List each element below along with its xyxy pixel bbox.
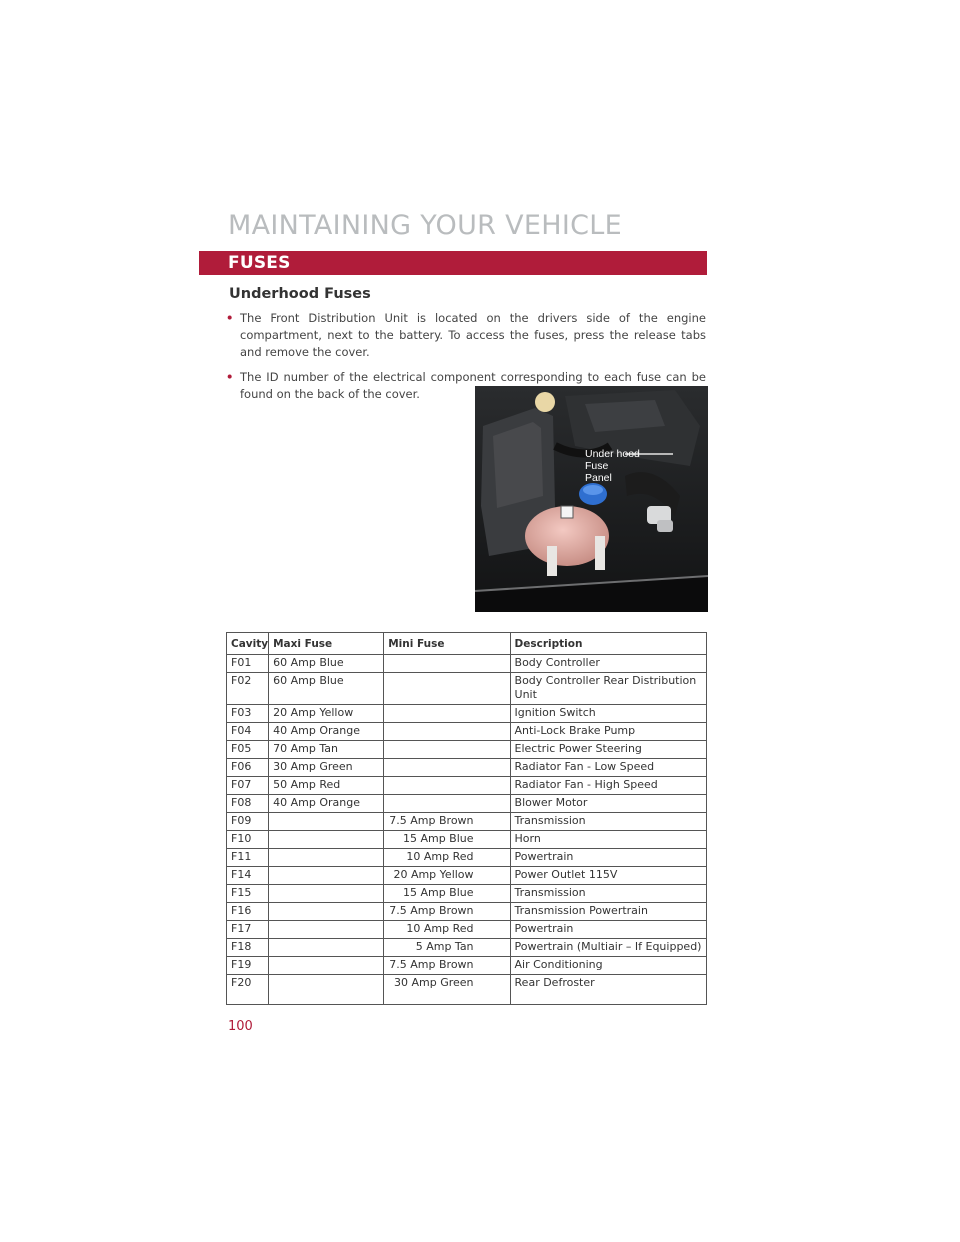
cell-maxi-fuse	[269, 957, 384, 975]
callout-line1: Under hood	[585, 448, 640, 460]
cell-description: Transmission	[510, 885, 706, 903]
cell-maxi-fuse	[269, 921, 384, 939]
bullet-icon: •	[226, 311, 234, 325]
cell-cavity: F04	[227, 723, 269, 741]
cell-description: Radiator Fan - High Speed	[510, 777, 706, 795]
table-row	[227, 759, 707, 777]
table-row	[227, 849, 707, 867]
cell-mini-fuse: 10 Amp Red	[384, 849, 510, 867]
chapter-title: MAINTAINING YOUR VEHICLE	[228, 210, 622, 241]
cell-maxi-fuse	[269, 939, 384, 957]
cell-mini-fuse: 7.5 Amp Brown	[384, 903, 510, 921]
cell-maxi-fuse	[269, 885, 384, 903]
bullet-item	[226, 310, 706, 361]
callout-line3: Panel	[585, 472, 612, 484]
header-description: Description	[510, 633, 706, 655]
table-row	[227, 813, 707, 831]
table-row	[227, 777, 707, 795]
cell-cavity: F03	[227, 705, 269, 723]
cell-mini-fuse: 7.5 Amp Brown	[384, 957, 510, 975]
table-header-row	[227, 633, 707, 655]
page-number: 100	[228, 1019, 253, 1034]
header-maxi-fuse: Maxi Fuse	[269, 633, 384, 655]
cell-description: Transmission	[510, 813, 706, 831]
cell-cavity: F17	[227, 921, 269, 939]
cell-cavity: F02	[227, 673, 269, 705]
cell-cavity: F19	[227, 957, 269, 975]
table-row	[227, 921, 707, 939]
table-row	[227, 741, 707, 759]
cell-cavity: F05	[227, 741, 269, 759]
cell-maxi-fuse	[269, 849, 384, 867]
cell-description: Rear Defroster	[510, 975, 706, 1005]
cell-maxi-fuse: 20 Amp Yellow	[269, 705, 384, 723]
cell-description: Radiator Fan - Low Speed	[510, 759, 706, 777]
table-row	[227, 975, 707, 1005]
section-header-bar	[199, 251, 707, 275]
table-body	[227, 655, 707, 1005]
cell-cavity: F01	[227, 655, 269, 673]
cell-cavity: F15	[227, 885, 269, 903]
cell-description: Electric Power Steering	[510, 741, 706, 759]
cell-description: Air Conditioning	[510, 957, 706, 975]
cell-cavity: F16	[227, 903, 269, 921]
cell-mini-fuse: 15 Amp Blue	[384, 885, 510, 903]
cell-mini-fuse: 15 Amp Blue	[384, 831, 510, 849]
cell-description: Body Controller Rear Distribution Unit	[510, 673, 706, 705]
table-row	[227, 673, 707, 705]
cell-maxi-fuse: 40 Amp Orange	[269, 795, 384, 813]
table-row	[227, 903, 707, 921]
cell-maxi-fuse: 50 Amp Red	[269, 777, 384, 795]
subheading: Underhood Fuses	[229, 286, 371, 302]
table-row	[227, 867, 707, 885]
bullet-text: The ID number of the electrical component corresponding to each fuse can be found on the back of the cover.	[240, 370, 706, 401]
header-cavity: Cavity	[227, 633, 269, 655]
callout-line2: Fuse	[585, 460, 609, 472]
cell-description: Powertrain	[510, 849, 706, 867]
cell-mini-fuse: 5 Amp Tan	[384, 939, 510, 957]
cell-maxi-fuse	[269, 867, 384, 885]
cell-cavity: F10	[227, 831, 269, 849]
engine-bay-illustration	[475, 386, 708, 612]
cell-description: Horn	[510, 831, 706, 849]
cell-description: Anti-Lock Brake Pump	[510, 723, 706, 741]
cell-cavity: F08	[227, 795, 269, 813]
table-row	[227, 831, 707, 849]
cell-cavity: F14	[227, 867, 269, 885]
cell-mini-fuse	[384, 777, 510, 795]
cell-mini-fuse	[384, 723, 510, 741]
cell-description: Power Outlet 115V	[510, 867, 706, 885]
cell-mini-fuse	[384, 741, 510, 759]
cell-maxi-fuse: 70 Amp Tan	[269, 741, 384, 759]
cell-description: Powertrain	[510, 921, 706, 939]
cell-mini-fuse: 10 Amp Red	[384, 921, 510, 939]
cell-cavity: F09	[227, 813, 269, 831]
cell-maxi-fuse	[269, 975, 384, 1005]
cell-cavity: F06	[227, 759, 269, 777]
cell-maxi-fuse: 60 Amp Blue	[269, 655, 384, 673]
table-row	[227, 723, 707, 741]
cell-mini-fuse	[384, 655, 510, 673]
cell-description: Body Controller	[510, 655, 706, 673]
cell-cavity: F18	[227, 939, 269, 957]
cell-cavity: F20	[227, 975, 269, 1005]
cell-maxi-fuse: 40 Amp Orange	[269, 723, 384, 741]
cell-mini-fuse	[384, 673, 510, 705]
section-title: FUSES	[228, 253, 291, 273]
fuse-table	[226, 632, 707, 1005]
cell-maxi-fuse: 30 Amp Green	[269, 759, 384, 777]
underhood-photo	[475, 386, 708, 612]
cell-maxi-fuse	[269, 813, 384, 831]
cell-maxi-fuse	[269, 903, 384, 921]
cell-description: Blower Motor	[510, 795, 706, 813]
cell-cavity: F07	[227, 777, 269, 795]
table-row	[227, 795, 707, 813]
cell-mini-fuse	[384, 759, 510, 777]
cell-description: Transmission Powertrain	[510, 903, 706, 921]
bullet-icon: •	[226, 370, 234, 384]
cell-description: Powertrain (Multiair – If Equipped)	[510, 939, 706, 957]
cell-maxi-fuse	[269, 831, 384, 849]
cell-description: Ignition Switch	[510, 705, 706, 723]
cell-mini-fuse	[384, 795, 510, 813]
cell-mini-fuse: 7.5 Amp Brown	[384, 813, 510, 831]
table-row	[227, 939, 707, 957]
header-mini-fuse: Mini Fuse	[384, 633, 510, 655]
table-row	[227, 655, 707, 673]
table-row	[227, 957, 707, 975]
cell-mini-fuse: 30 Amp Green	[384, 975, 510, 1005]
cell-mini-fuse	[384, 705, 510, 723]
cell-maxi-fuse: 60 Amp Blue	[269, 673, 384, 705]
cell-mini-fuse: 20 Amp Yellow	[384, 867, 510, 885]
table-row	[227, 705, 707, 723]
cell-cavity: F11	[227, 849, 269, 867]
bullet-text: The Front Distribution Unit is located on the drivers side of the engine compartment, next to the battery. To access the fuses, press the release tabs and remove the cover.	[240, 311, 706, 359]
table-row	[227, 885, 707, 903]
